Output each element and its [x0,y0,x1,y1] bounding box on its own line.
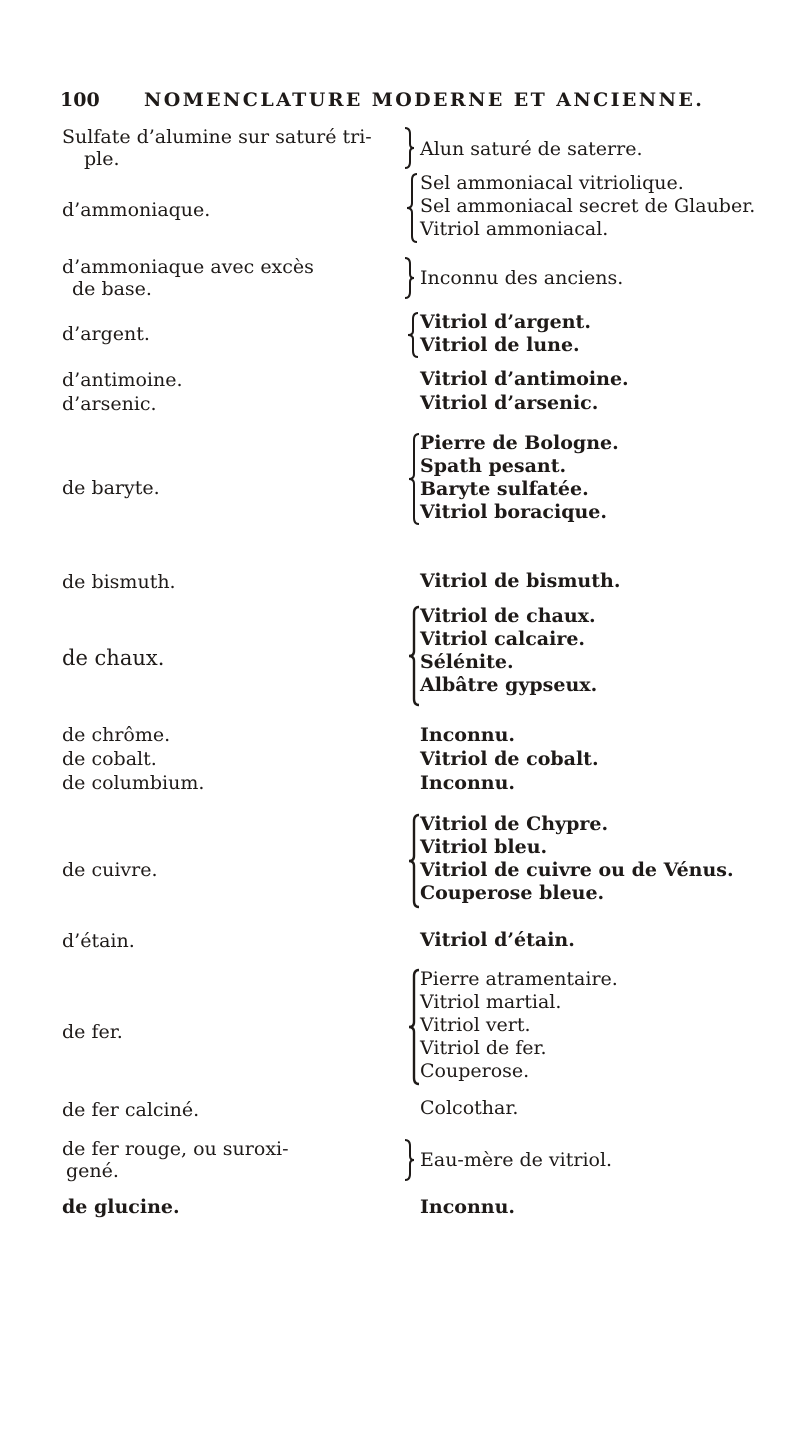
ancient-names: Vitriol d’étain. [420,929,575,951]
ancient-names: Pierre de Bologne. Spath pesant. Baryte sulfatée. Vitriol boracique. [420,432,619,523]
ancient-names: Inconnu. [420,772,515,794]
ancient-names: Eau-mère de vitriol. [420,1149,613,1171]
running-title: NOMENCLATURE MODERNE ET ANCIENNE. [144,89,705,111]
modern-name: d’argent. [62,323,150,345]
ancient-names: Inconnu. [420,1196,515,1218]
ancient-names: Vitriol de bismuth. [420,570,621,592]
modern-name: d’étain. [62,930,135,952]
ancient-names: Inconnu. [420,724,515,746]
left-brace [408,432,420,526]
modern-name: de cuivre. [62,859,158,881]
page-number: 100 [60,89,100,111]
ancient-names: Sel ammoniacal vitriolique. Sel ammoniacal secret de Glauber. Vitriol ammoniacal. [420,172,756,240]
modern-name: d’ammoniaque avec excès de base. [62,256,314,300]
left-brace [408,968,420,1086]
ancient-names: Vitriol de cobalt. [420,748,599,770]
modern-name: de chaux. [62,646,165,670]
modern-name: de columbium. [62,772,205,794]
ancient-names: Alun saturé de saterre. [420,138,643,160]
right-brace [403,1138,415,1182]
ancient-names: Inconnu des anciens. [420,267,624,289]
modern-name: de fer. [62,1021,123,1043]
running-header [60,89,780,117]
modern-name: d’ammoniaque. [62,199,211,221]
ancient-names: Colcothar. [420,1097,519,1119]
modern-name: d’antimoine. [62,369,183,391]
right-brace [403,126,415,170]
right-brace [403,256,415,300]
modern-name: de fer rouge, ou suroxi- gené. [62,1138,289,1182]
left-brace [408,605,420,707]
left-brace [408,813,420,909]
modern-name: d’arsenic. [62,393,157,415]
ancient-names: Vitriol d’argent. Vitriol de lune. [420,311,591,356]
modern-name: de fer calciné. [62,1099,200,1121]
ancient-names: Vitriol d’arsenic. [420,392,599,414]
left-brace [406,172,418,244]
left-brace [407,311,419,359]
modern-name: de bismuth. [62,571,176,593]
modern-name: de chrôme. [62,724,171,746]
modern-name: de baryte. [62,477,160,499]
ancient-names: Vitriol de Chypre. Vitriol bleu. Vitriol de cuivre ou de Vénus. Couperose bleue. [420,813,734,904]
modern-name: de glucine. [62,1196,180,1218]
ancient-names: Vitriol de chaux. Vitriol calcaire. Sélénite. Albâtre gypseux. [420,605,598,696]
modern-name: Sulfate d’alumine sur saturé tri- ple. [62,126,372,170]
ancient-names: Pierre atramentaire. Vitriol martial. Vitriol vert. Vitriol de fer. Couperose. [420,968,618,1082]
modern-name: de cobalt. [62,748,157,770]
ancient-names: Vitriol d’antimoine. [420,368,629,390]
